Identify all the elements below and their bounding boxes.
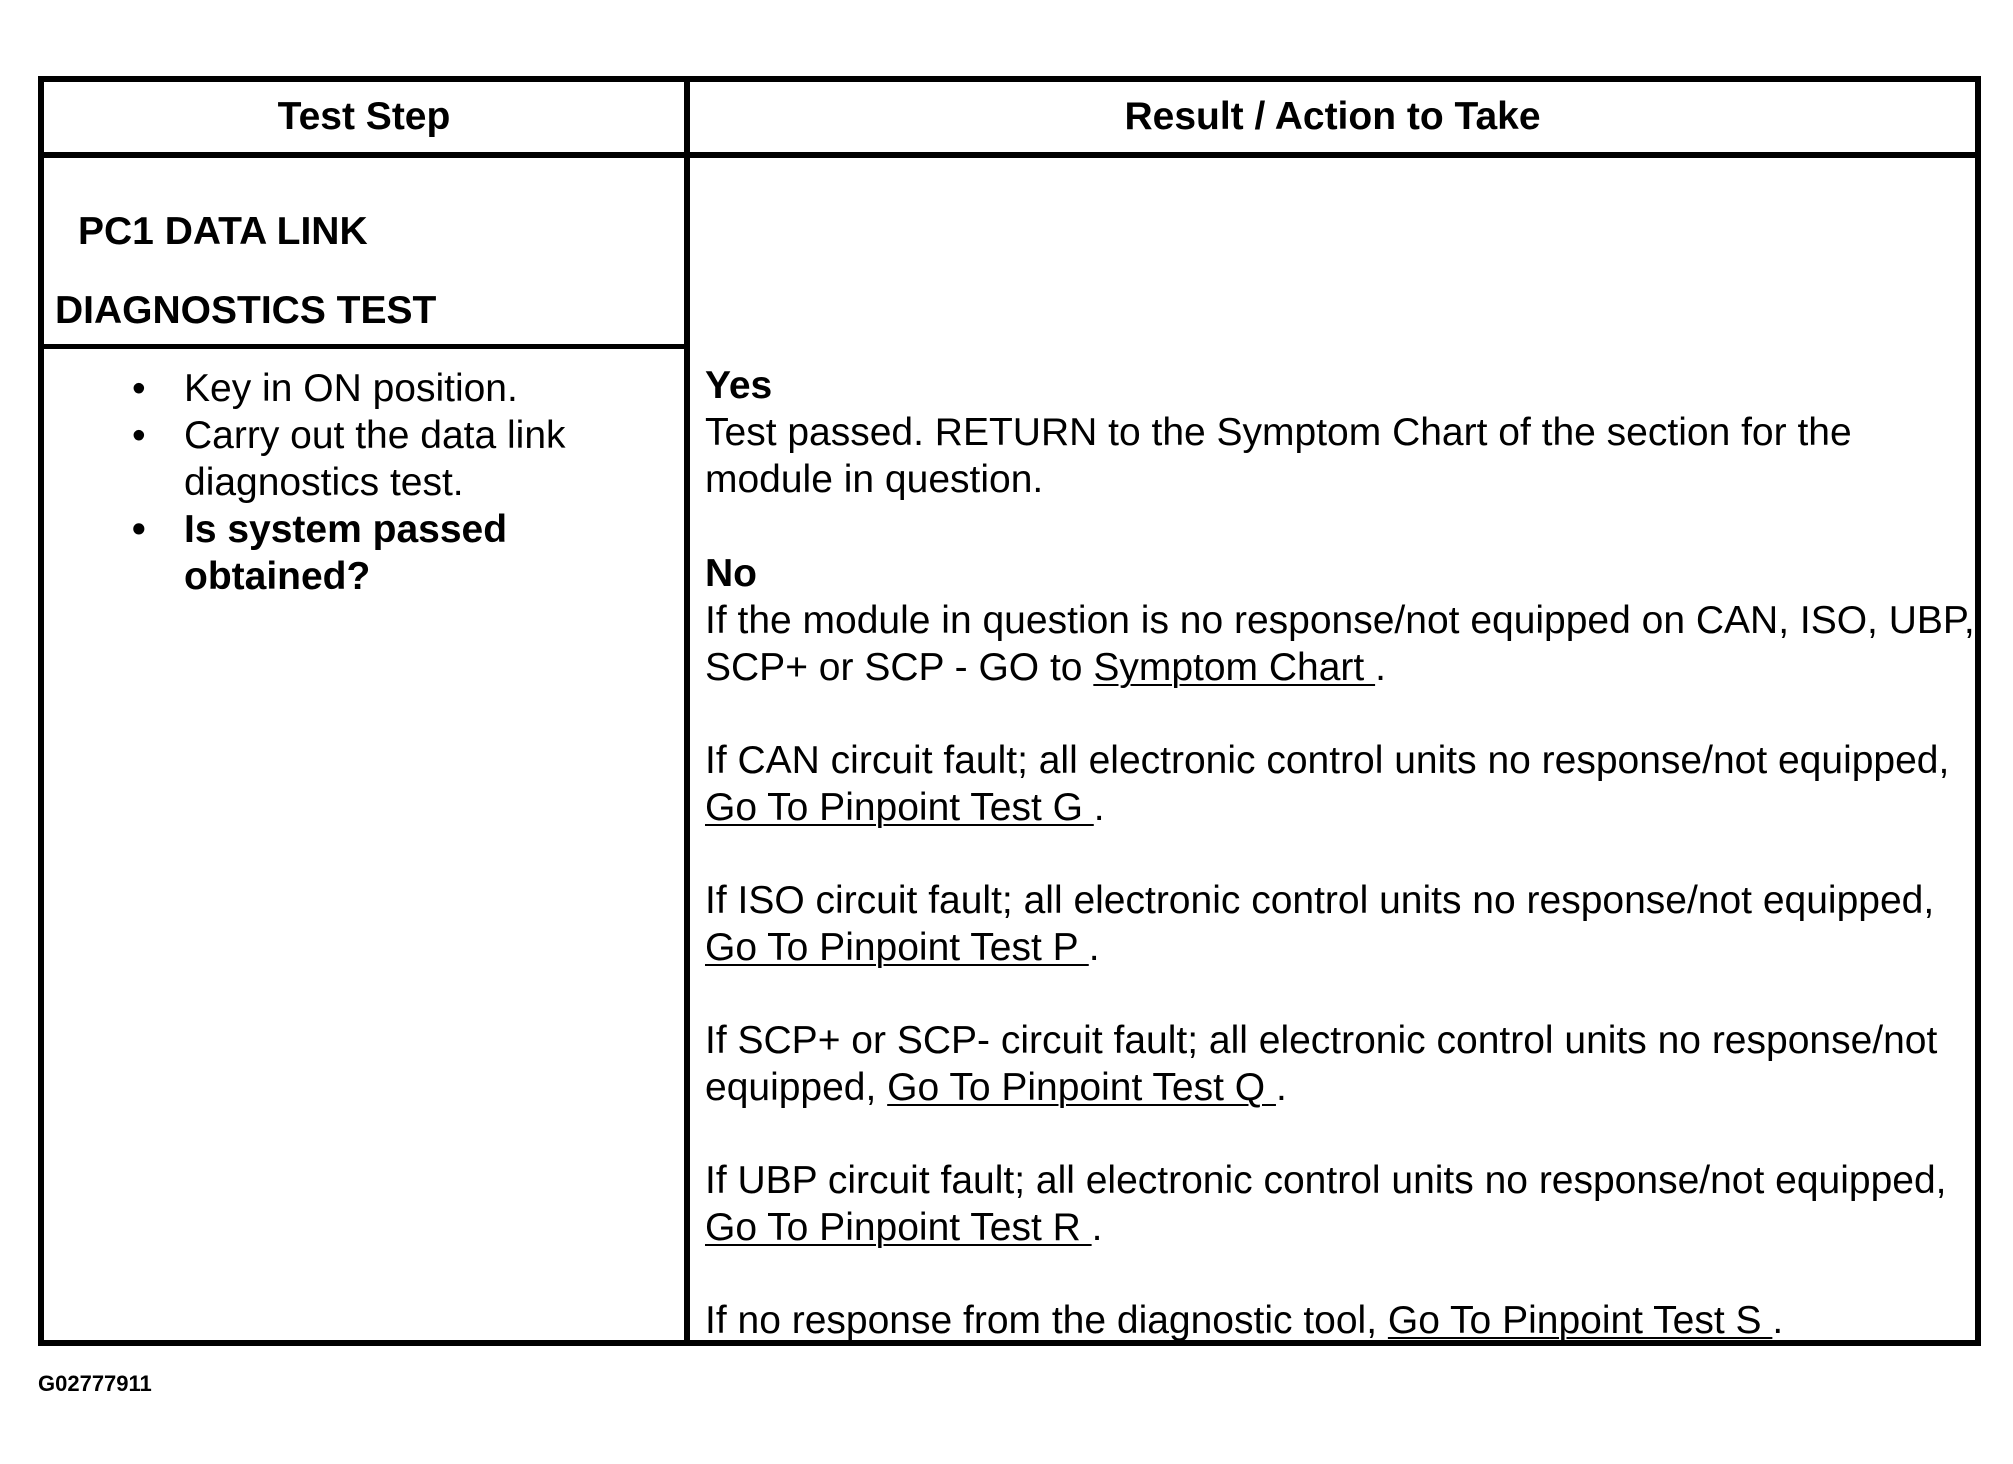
step-text: Key in ON position.: [184, 367, 518, 410]
yes-label: Yes: [705, 364, 773, 407]
header-result-action: Result / Action to Take: [1124, 95, 1541, 138]
step-title-line-1: PC1 DATA LINK: [78, 210, 368, 253]
header-divider: [44, 152, 1975, 158]
step-question: Is system passed obtained?: [184, 508, 508, 598]
result-text: If UBP circuit fault; all electronic control units no response/not equipped,: [705, 1159, 1947, 1202]
result-suffix: .: [1772, 1299, 1784, 1342]
pinpoint-test-s-link[interactable]: Go To Pinpoint Test S: [1387, 1299, 1773, 1342]
pinpoint-test-g-link[interactable]: Go To Pinpoint Test G: [705, 786, 1094, 829]
result-text: If the module in question is no response/not equipped on CAN, ISO, UBP, SCP+ or SCP - GO to: [705, 599, 1975, 689]
result-text: If no response from the diagnostic tool,: [705, 1299, 1388, 1342]
list-item: [132, 412, 672, 506]
no-result-item: [705, 1157, 1975, 1251]
bullet-icon: •: [132, 508, 146, 551]
test-step-table: [38, 76, 1981, 1346]
figure-id: G02777911: [38, 1371, 152, 1396]
no-label: No: [705, 552, 757, 595]
header-test-step: Test Step: [277, 95, 451, 138]
bullet-icon: •: [132, 414, 146, 457]
bullet-icon: •: [132, 367, 146, 410]
result-text: If ISO circuit fault; all electronic control units no response/not equipped,: [705, 879, 1935, 922]
result-suffix: .: [1375, 646, 1386, 689]
result-text: If CAN circuit fault; all electronic control units no response/not equipped,: [705, 739, 1950, 782]
no-result-item: [705, 737, 1975, 831]
no-result-item: [705, 1017, 1975, 1111]
result-suffix: .: [1093, 786, 1105, 829]
list-item: [132, 506, 672, 600]
test-step-list: [132, 365, 672, 600]
no-result-item: [705, 597, 1975, 691]
result-suffix: .: [1275, 1066, 1287, 1109]
step-title-line-2: DIAGNOSTICS TEST: [55, 289, 437, 332]
step-title-divider: [44, 344, 684, 349]
no-result-item: [705, 1297, 1975, 1344]
column-divider: [684, 82, 690, 1340]
list-item: [132, 365, 672, 412]
pinpoint-test-r-link[interactable]: Go To Pinpoint Test R: [705, 1206, 1092, 1249]
result-text: If SCP+ or SCP- circuit fault; all electronic control units no response/not equipped,: [705, 1019, 1938, 1109]
no-result-item: [705, 877, 1975, 971]
result-action-cell: [705, 362, 1975, 1344]
pinpoint-test-p-link[interactable]: Go To Pinpoint Test P: [705, 926, 1089, 969]
result-suffix: .: [1091, 1206, 1103, 1249]
result-suffix: .: [1088, 926, 1100, 969]
step-text: Carry out the data link diagnostics test.: [184, 414, 566, 504]
pinpoint-test-q-link[interactable]: Go To Pinpoint Test Q: [887, 1066, 1276, 1109]
yes-text: Test passed. RETURN to the Symptom Chart of the section for the module in question.: [705, 411, 1852, 501]
symptom-chart-link[interactable]: Symptom Chart: [1093, 646, 1376, 689]
